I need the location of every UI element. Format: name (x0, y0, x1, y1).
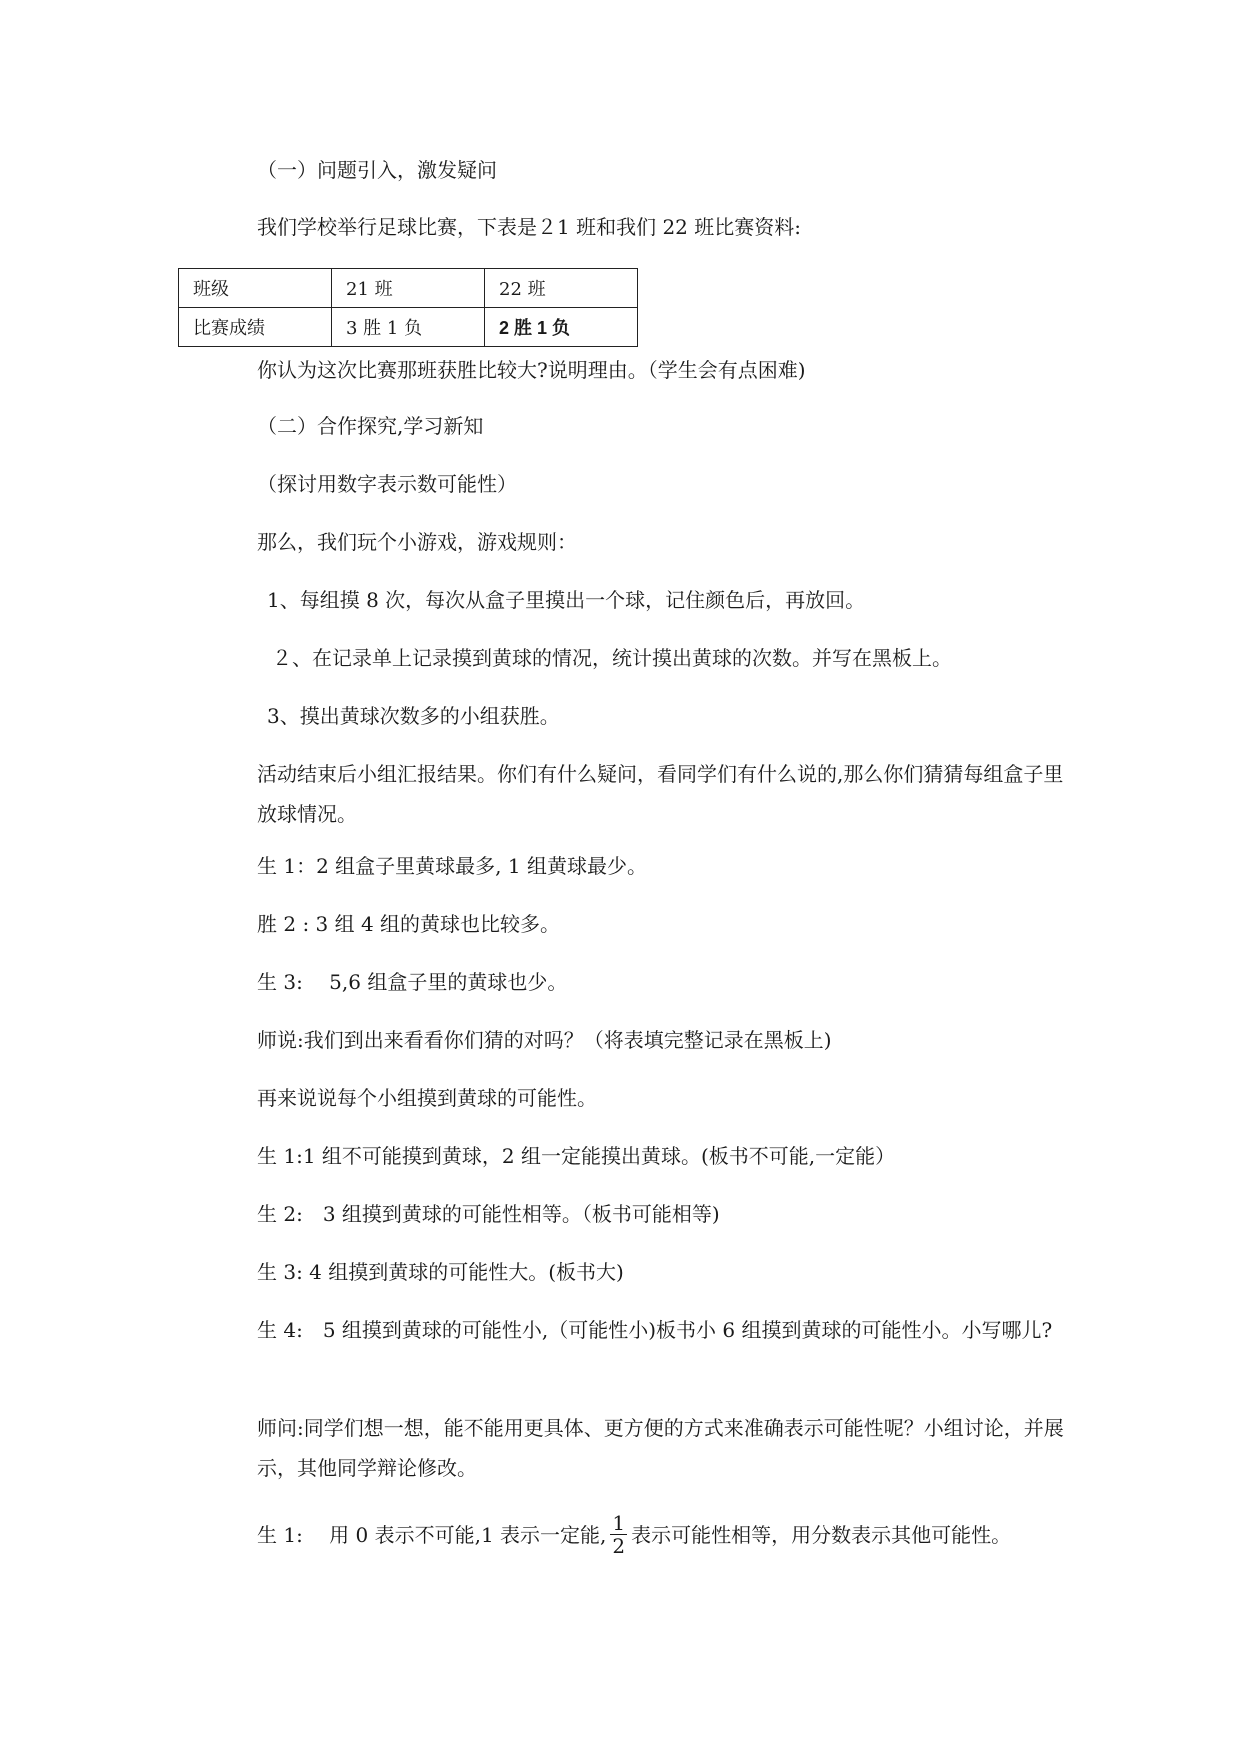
table-row (179, 269, 638, 308)
section2-sub: （探讨用数字表示数可能性） (257, 472, 517, 496)
dialog-line: 再来说说每个小组摸到黄球的可能性。 (257, 1086, 597, 1110)
table-cell: 21 班 (332, 269, 485, 308)
score-table (178, 268, 638, 347)
table-cell: 2 胜 1 负 (485, 308, 638, 347)
dialog-line: 胜 2 : 3 组 4 组的黄球也比较多。 (257, 912, 561, 936)
final-line (257, 1511, 1012, 1559)
table-cell: 22 班 (485, 269, 638, 308)
fraction-numerator: 1 (612, 1511, 626, 1535)
dialog-line: 师说:我们到出来看看你们猜的对吗？（将表填完整记录在黑板上) (257, 1028, 832, 1052)
dialog-line: 生 1:1 组不可能摸到黄球，2 组一定能摸出黄球。(板书不可能,一定能） (257, 1144, 896, 1168)
dialog-line: 生 1：2 组盒子里黄球最多, 1 组黄球最少。 (257, 854, 647, 878)
teacher-question: 师问:同学们想一想，能不能用更具体、更方便的方式来准确表示可能性呢？小组讨论，并展示，其他同学辩论修改。 (257, 1416, 1064, 1480)
dialog-line: 生 3: 4 组摸到黄球的可能性大。(板书大) (257, 1260, 624, 1284)
dialog-line: 生 2: 3 组摸到黄球的可能性相等。（板书可能相等) (257, 1202, 720, 1226)
table-cell: 3 胜 1 负 (332, 308, 485, 347)
dialog-line: 生 3: 5,6 组盒子里的黄球也少。 (257, 970, 568, 994)
rule-item: 1、每组摸 8 次，每次从盒子里摸出一个球，记住颜色后，再放回。 (267, 588, 866, 612)
fraction-half (610, 1512, 627, 1557)
table-row (179, 308, 638, 347)
dialog-line-s4: 生 4: 5 组摸到黄球的可能性小,（可能性小)板书小 6 组摸到黄球的可能性小。小写哪儿? (257, 1318, 1053, 1342)
section2-heading: （二）合作探究,学习新知 (257, 414, 484, 438)
question-line: 你认为这次比赛那班获胜比较大?说明理由。（学生会有点困难) (257, 358, 806, 382)
table-cell: 比赛成绩 (179, 308, 332, 347)
final-line-before: 生 1: 用 0 表示不可能,1 表示一定能, (257, 1523, 607, 1547)
rule-item: 3、摸出黄球次数多的小组获胜。 (267, 704, 560, 728)
final-line-after: 表示可能性相等，用分数表示其他可能性。 (631, 1523, 1012, 1547)
game-intro: 那么，我们玩个小游戏，游戏规则： (257, 530, 577, 554)
section1-intro: 我们学校举行足球比赛，下表是２1 班和我们 22 班比赛资料: (257, 215, 801, 239)
rule-item: ２、在记录单上记录摸到黄球的情况，统计摸出黄球的次数。并写在黑板上。 (272, 646, 952, 670)
section1-heading: （一）问题引入，激发疑问 (257, 158, 497, 182)
report-paragraph: 活动结束后小组汇报结果。你们有什么疑问，看同学们有什么说的,那么你们猜猜每组盒子里放球情况。 (257, 762, 1064, 826)
fraction-denominator: 2 (612, 1534, 626, 1558)
table-cell: 班级 (179, 269, 332, 308)
